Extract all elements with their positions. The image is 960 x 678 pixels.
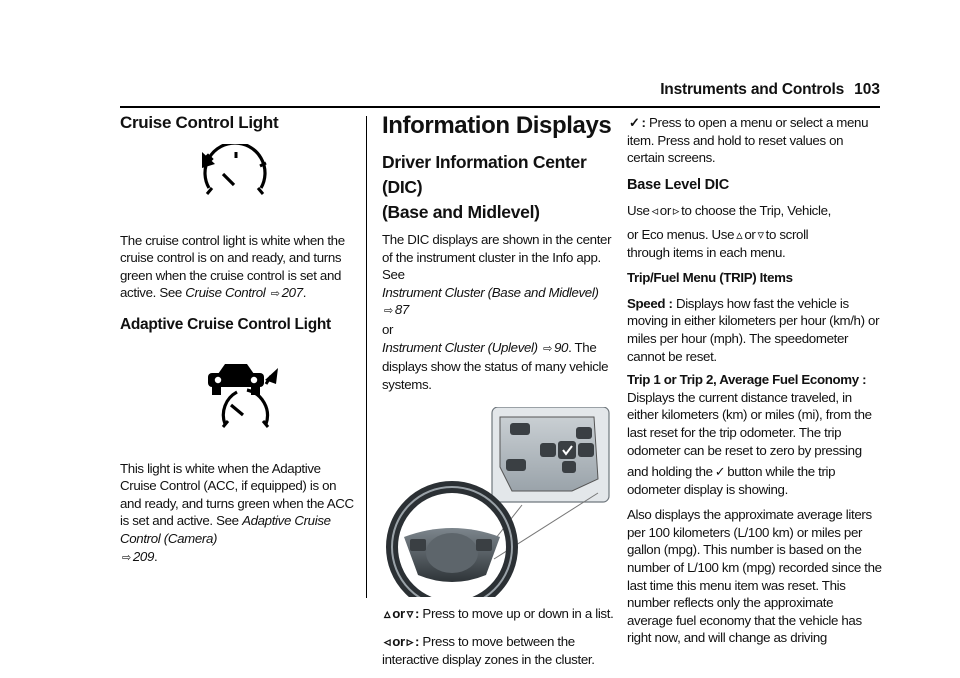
trip-fuel-economy-label: Trip 1 or Trip 2, Average Fuel Economy : — [627, 372, 867, 388]
scroll-text: to scroll — [765, 226, 809, 242]
instrument-cluster-uplevel-link[interactable]: Instrument Cluster (Uplevel) — [382, 339, 538, 355]
adaptive-cruise-light-text: This light is white when the Adaptive Cruise Control (ACC, if equipped) is on and ready, and turns green when the ACC is set and active. See — [120, 460, 354, 529]
choose-text: to choose the Trip, Vehicle, — [681, 203, 831, 219]
cruise-control-page-ref[interactable]: 207 — [281, 285, 303, 301]
trip-fuel-menu-heading: Trip/Fuel Menu (TRIP) Items — [627, 270, 793, 286]
adaptive-cruise-control-light-icon — [120, 354, 355, 432]
triangle-right-icon: ▹ — [406, 633, 413, 649]
cruise-control-light-icon — [120, 144, 355, 218]
xref-arrow-icon: ⇨ — [270, 288, 280, 301]
right-column — [627, 108, 882, 647]
adaptive-cruise-light-heading: Adaptive Cruise Control Light — [120, 315, 331, 333]
instrument-cluster-base-link[interactable]: Instrument Cluster (Base and Midlevel) — [382, 284, 599, 300]
triangle-down-icon: ▿ — [406, 606, 413, 622]
steering-wheel-controls-illustration — [382, 407, 614, 597]
dic-intro-text-2: . The displays show the status of many vehicle systems. — [382, 339, 609, 392]
check-text: Press to open a menu or select a menu item. Press and hold to reset values on certain screens. — [627, 115, 869, 166]
through-text: through items in each menu. — [627, 244, 786, 260]
adaptive-cruise-page-ref[interactable]: 209 — [132, 548, 155, 564]
leftright-text: Press to move between the interactive display zones in the cluster. — [382, 633, 595, 667]
updown-text: Press to move up or down in a list. — [422, 606, 614, 622]
triangle-down-icon: ▿ — [757, 226, 764, 242]
information-displays-heading: Information Displays — [382, 112, 612, 139]
odometer-text: odometer display is showing. — [627, 481, 788, 497]
page-number: 103 — [854, 81, 880, 98]
adaptive-cruise-link[interactable]: Adaptive Cruise Control (Camera) — [120, 513, 331, 546]
dic-heading-line1: Driver Information Center (DIC) — [382, 152, 587, 197]
instrument-cluster-base-page-ref[interactable]: 87 — [394, 302, 409, 318]
dic-heading-line2: (Base and Midlevel) — [382, 202, 540, 222]
section-title: Instruments and Controls — [660, 81, 844, 98]
base-level-dic-heading: Base Level DIC — [627, 176, 729, 193]
speed-text: Displays how fast the vehicle is moving in either kilometers per hour (km/h) or miles per hour (mph). The speedometer cannot be reset. — [627, 295, 880, 364]
trip-text: Displays the current distance traveled, in either kilometers (km) or miles (mi), from the last reset for the trip odometer. The trip odometer can be reset to zero by pressing — [627, 389, 872, 458]
instrument-cluster-uplevel-page-ref[interactable]: 90 — [553, 339, 569, 355]
speed-label: Speed : — [627, 295, 673, 311]
cruise-control-light-heading: Cruise Control Light — [120, 113, 279, 132]
or-text: or — [744, 226, 756, 242]
running-header — [612, 81, 880, 101]
checkmark-icon: ✓ — [714, 464, 726, 480]
leftright-or: or — [392, 633, 405, 649]
column-divider — [366, 116, 367, 598]
or-text: or — [382, 321, 394, 337]
dic-intro-text: The DIC displays are shown in the center of the instrument cluster in the Info app. See — [382, 232, 612, 283]
triangle-left-icon: ◃ — [651, 203, 658, 219]
checkmark-icon: ✓ — [629, 115, 640, 130]
cruise-control-link[interactable]: Cruise Control — [185, 285, 266, 301]
or-text: or — [659, 203, 671, 219]
triangle-up-icon: ▵ — [736, 226, 743, 242]
cruise-control-light-text: The cruise control light is white when the cruise control is on and ready, and turns green when the cruise control is set and active. See — [120, 232, 345, 301]
left-column: Cruise Control Light The cruise control light is white when the cruise control is on and ready, and turns green when the cruise control is set and active. See Cruise Control ⇨ 207. Adaptive Cruise Control Light This light is white when the Adaptive Cruise Control (ACC, if equipped) is on and ready, and turns green when the ACC is set and active. See Adaptive Cruise Control (Camera) ⇨ 209. — [120, 113, 354, 564]
xref-arrow-icon: ⇨ — [543, 342, 552, 355]
use-text: Use — [627, 203, 650, 219]
check-colon: : — [641, 115, 646, 130]
eco-text: or Eco menus. Use — [627, 226, 735, 242]
leftright-colon: : — [414, 633, 420, 649]
triangle-right-icon: ▹ — [672, 203, 680, 219]
average-fuel-text: Also displays the approximate average liters per 100 kilometers (L/100 km) or miles per gallon (mpg). This number is based on the number of L/100 km (mpg) recorded since the last time this menu item was reset. This number reflects only the approximate average fuel economy that the vehicle has right now, and will change as driving — [627, 507, 882, 646]
middle-column — [382, 108, 614, 668]
xref-arrow-icon: ⇨ — [384, 305, 393, 318]
triangle-left-icon: ◃ — [384, 633, 391, 649]
updown-colon: : — [414, 606, 420, 622]
button-text: button while the trip — [727, 464, 836, 480]
holding-text: and holding the — [627, 464, 713, 480]
updown-or: or — [392, 606, 405, 622]
xref-arrow-icon: ⇨ — [122, 551, 131, 564]
triangle-up-icon: ▵ — [384, 606, 391, 622]
